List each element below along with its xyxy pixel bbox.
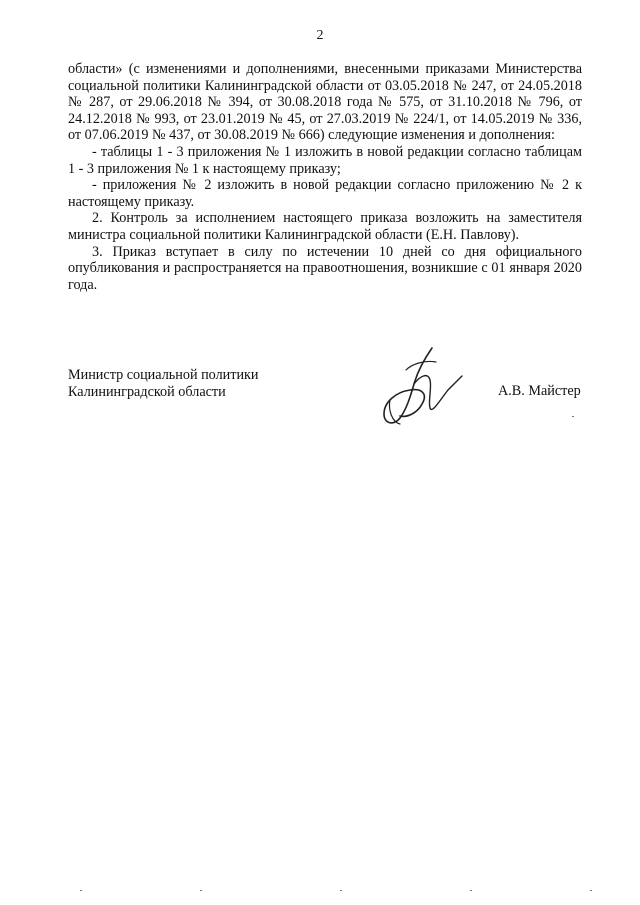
scan-speck [590,890,592,891]
scan-speck [470,890,472,891]
scan-speck [572,416,574,417]
page-number: 2 [316,28,324,43]
scan-speck [340,890,342,891]
scan-speck [80,890,82,891]
signatory-title [68,367,259,400]
signatory-title-line2: Калининградской области [68,383,226,400]
list-item-tables: - таблицы 1 - 3 приложения № 1 изложить в новой редакции согласно таблицам 1 - 3 приложения № 1 к настоящему приказу; [68,143,582,177]
signatory-title-line1: Министр социальной политики [68,367,259,383]
scan-speck [200,890,202,891]
list-item-appendix: - приложения № 2 изложить в новой редакции согласно приложению № 2 к настоящему приказу. [68,177,582,210]
handwritten-signature [370,340,470,430]
signatory-name: А.В. Майстер [498,383,581,399]
document-body [68,61,582,293]
paragraph-effective-date: 3. Приказ вступает в силу по истечении 10 дней со дня официального опубликования и распространяется на правоотношения, возникшие с 01 января 2020 года. [68,243,582,293]
paragraph-amendments-intro: области» (с изменениями и дополнениями, внесенными приказами Министерства социальной политики Калининградской области от 03.05.2018 № 247, от 24.05.2018 № 287, от 29.06.2018 № 394, от 30.08.2018 года № 575, от 31.10.2018 № 796, от 24.12.2018 № 993, от 23.01.2019 № 45, от 27.03.2019 № 224/1, от 14.05.2019 № 336, от 07.06.2019 № 437, от 30.08.2019 № 666) следующие изменения и дополнения: [68,61,582,144]
paragraph-control: 2. Контроль за исполнением настоящего приказа возложить на заместителя министра социальной политики Калининградской области (Е.Н. Павлову). [68,210,582,243]
